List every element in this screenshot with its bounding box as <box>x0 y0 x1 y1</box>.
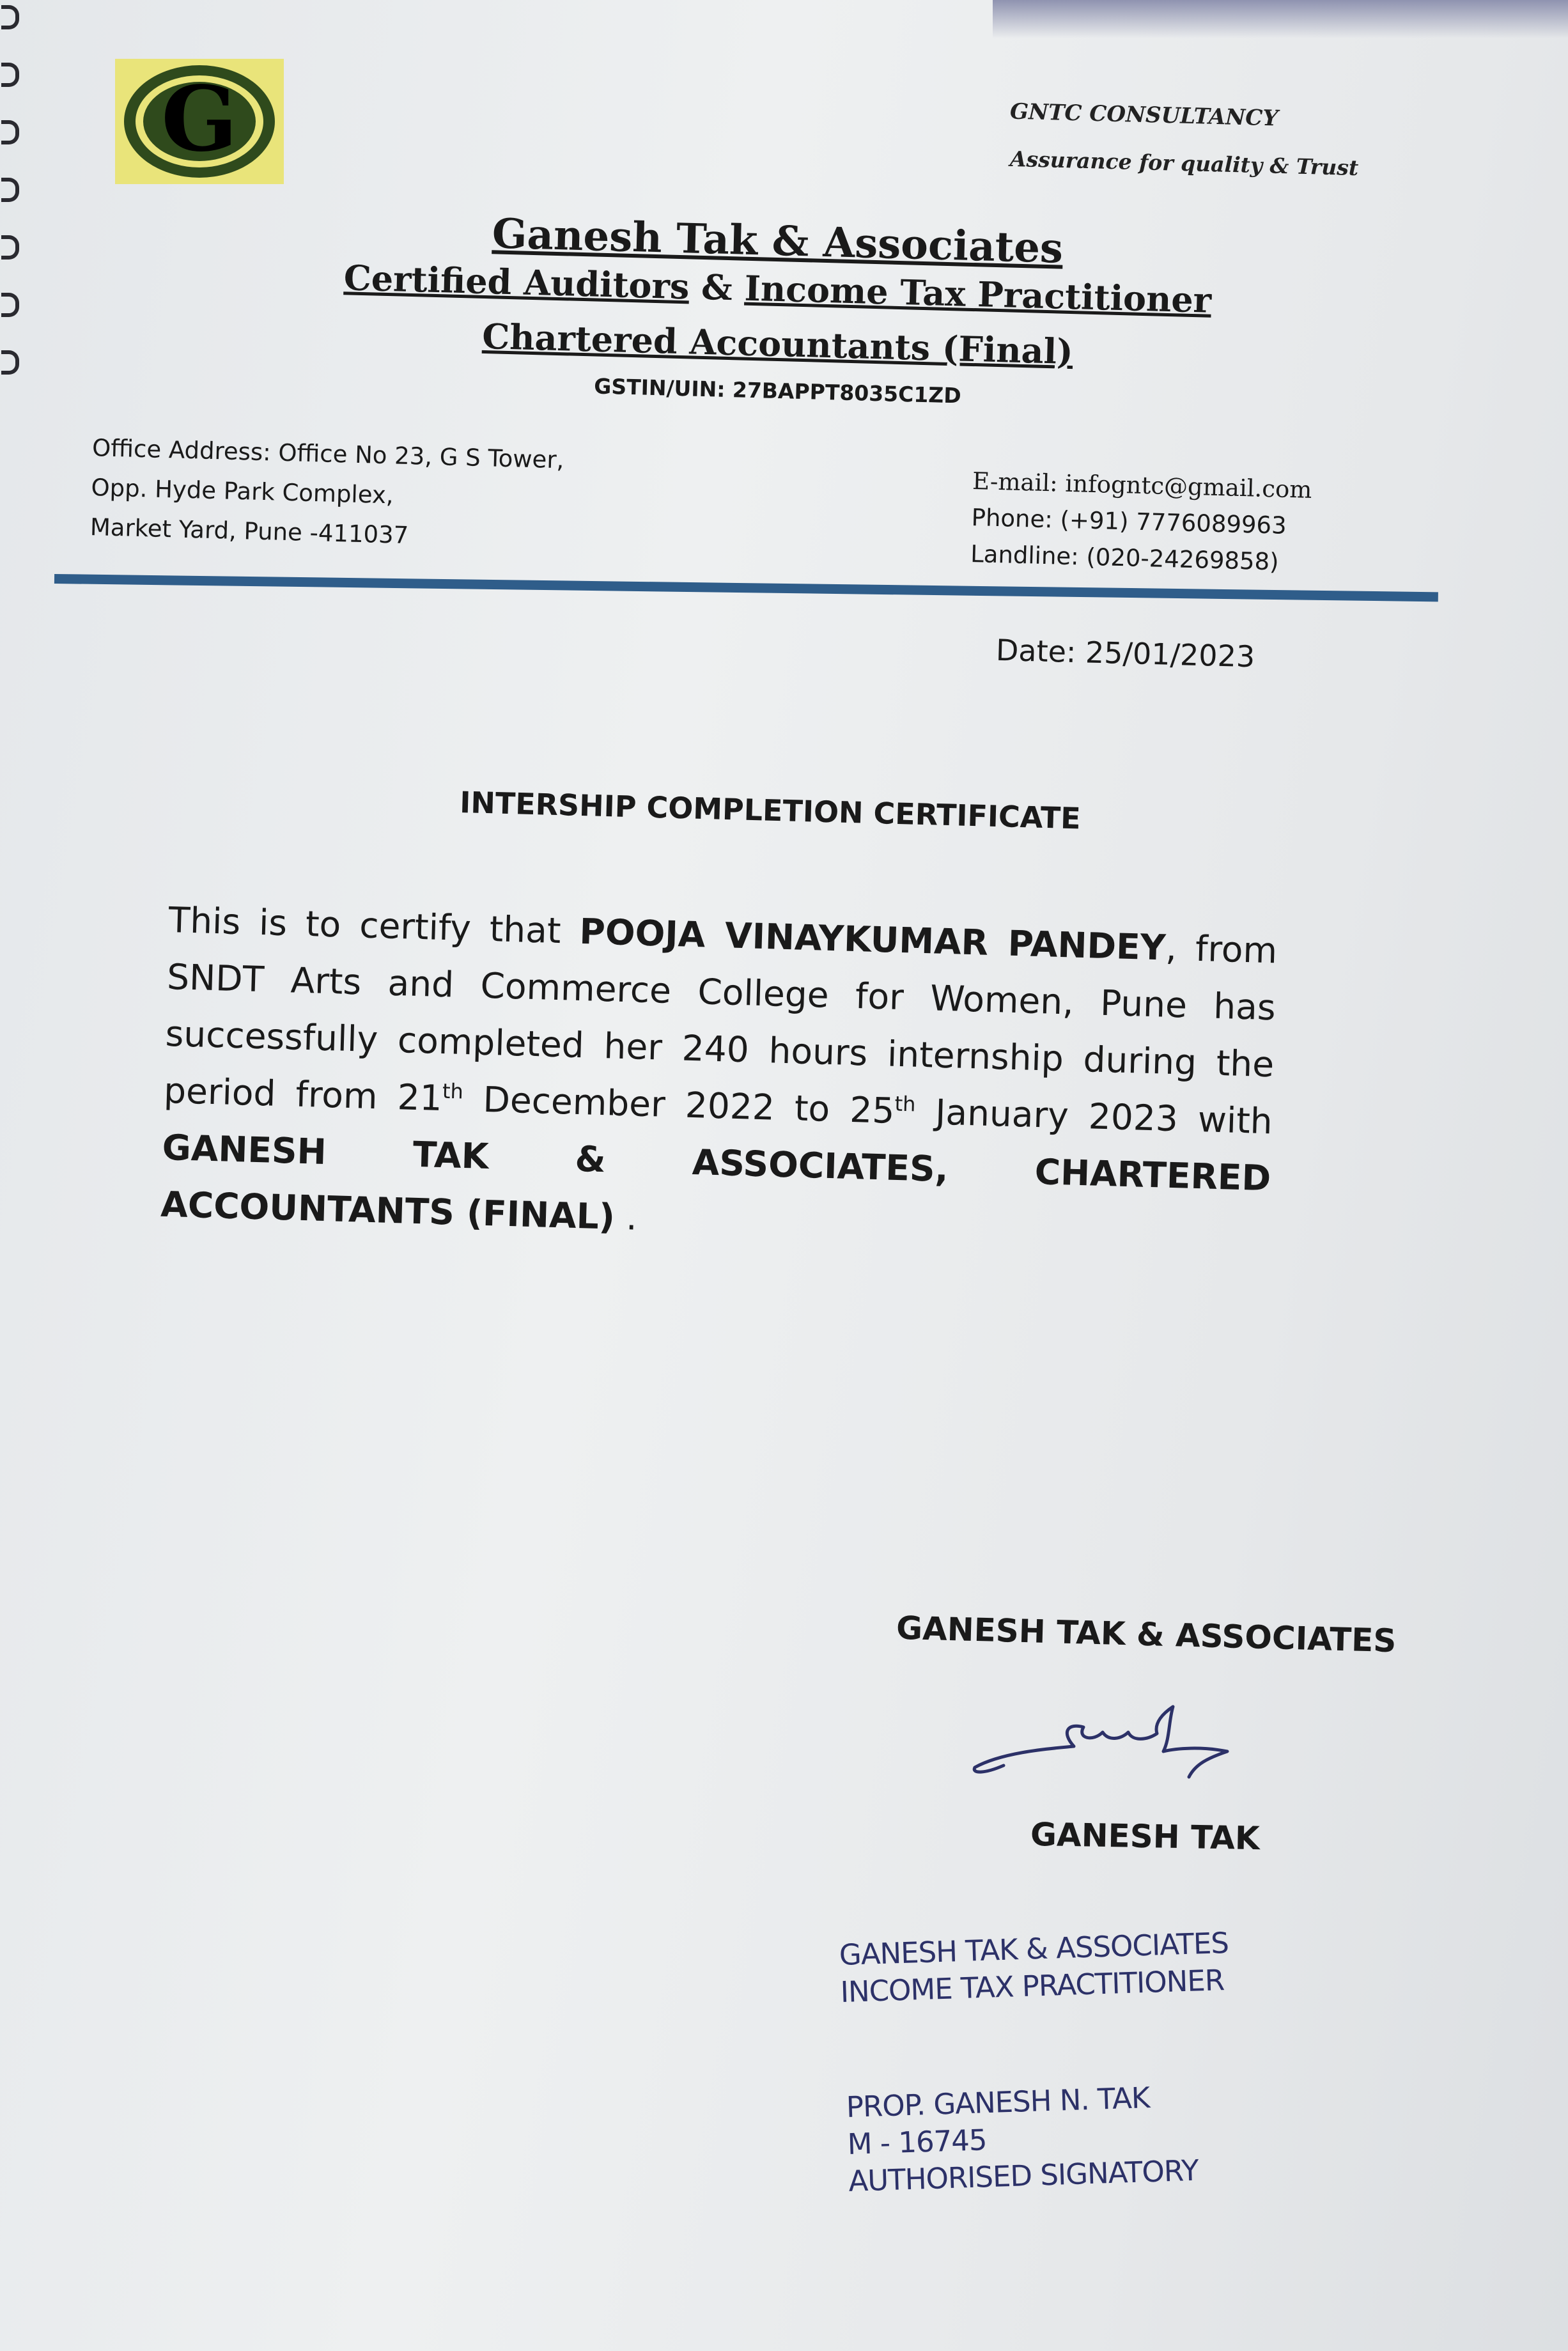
firm-name: Ganesh Tak & Associates <box>491 210 1064 273</box>
firm-subtitle-part1: Certified Auditors <box>343 257 690 307</box>
g-logo-icon <box>120 61 279 182</box>
stamp-line-4: M - 16745 <box>846 2123 988 2161</box>
stamp-line-1: GANESH TAK & ASSOCIATES <box>839 1925 1229 1972</box>
brand-tagline: Assurance for quality & Trust <box>1009 146 1359 181</box>
brand-name: GNTC CONSULTANCY <box>1009 98 1279 132</box>
firm-subtitle-amp: & <box>701 266 733 309</box>
firm-full-name: GANESH TAK & ASSOCIATES, CHARTERED ACCOUNTANTS (FINAL) <box>160 1126 1272 1238</box>
contact-details <box>970 463 1313 581</box>
certificate-title: INTERSHIP COMPLETION CERTIFICATE <box>459 785 1082 836</box>
body-part-3: December 2022 to 25 <box>462 1078 896 1131</box>
certificate-body <box>160 892 1278 1264</box>
intern-name: POOJA VINAYKUMAR PANDEY <box>578 910 1167 968</box>
body-part-4: January 2023 with <box>915 1090 1273 1142</box>
stamp-line-2: INCOME TAX PRACTITIONER <box>839 1963 1225 2009</box>
address-line-1: Office Address: Office No 23, G S Tower, <box>91 433 564 474</box>
phone: Phone: (+91) 7776089963 <box>971 503 1287 539</box>
ordinal-suffix-1: th <box>442 1078 464 1104</box>
firm-stamp <box>839 1925 1230 2011</box>
gntc-logo <box>115 59 284 184</box>
svg-text:G: G <box>161 67 238 172</box>
body-end: . <box>614 1196 638 1238</box>
email: E-mail: infogntc@gmail.com <box>972 467 1312 504</box>
date: Date: 25/01/2023 <box>995 632 1255 674</box>
stamp-line-5: AUTHORISED SIGNATORY <box>848 2153 1199 2198</box>
signatory-stamp <box>846 2078 1199 2200</box>
office-address <box>89 428 564 559</box>
handwritten-signature <box>965 1688 1234 1796</box>
body-part-2: , from SNDT Arts and Commerce College for Women, Pune has successfully completed her 240 hours internship during the period from 21 <box>163 927 1278 1119</box>
signatory-name: GANESH TAK <box>1030 1815 1261 1858</box>
ordinal-suffix-2: th <box>894 1091 917 1117</box>
stamp-line-3: PROP. GANESH N. TAK <box>846 2081 1151 2124</box>
gstin: GSTIN/UIN: 27BAPPT8035C1ZD <box>593 373 962 408</box>
landline: Landline: (020-24269858) <box>970 539 1280 576</box>
firm-subtitle-2: Chartered Accountants (Final) <box>481 315 1074 373</box>
body-intro: This is to certify that <box>167 899 580 952</box>
firm-subtitle-part2: Income Tax Practitioner <box>743 267 1212 321</box>
address-line-3: Market Yard, Pune -411037 <box>89 513 409 549</box>
signatory-firm: GANESH TAK & ASSOCIATES <box>896 1609 1397 1660</box>
page-shadow <box>993 0 1568 38</box>
address-line-2: Opp. Hyde Park Complex, <box>91 473 394 509</box>
